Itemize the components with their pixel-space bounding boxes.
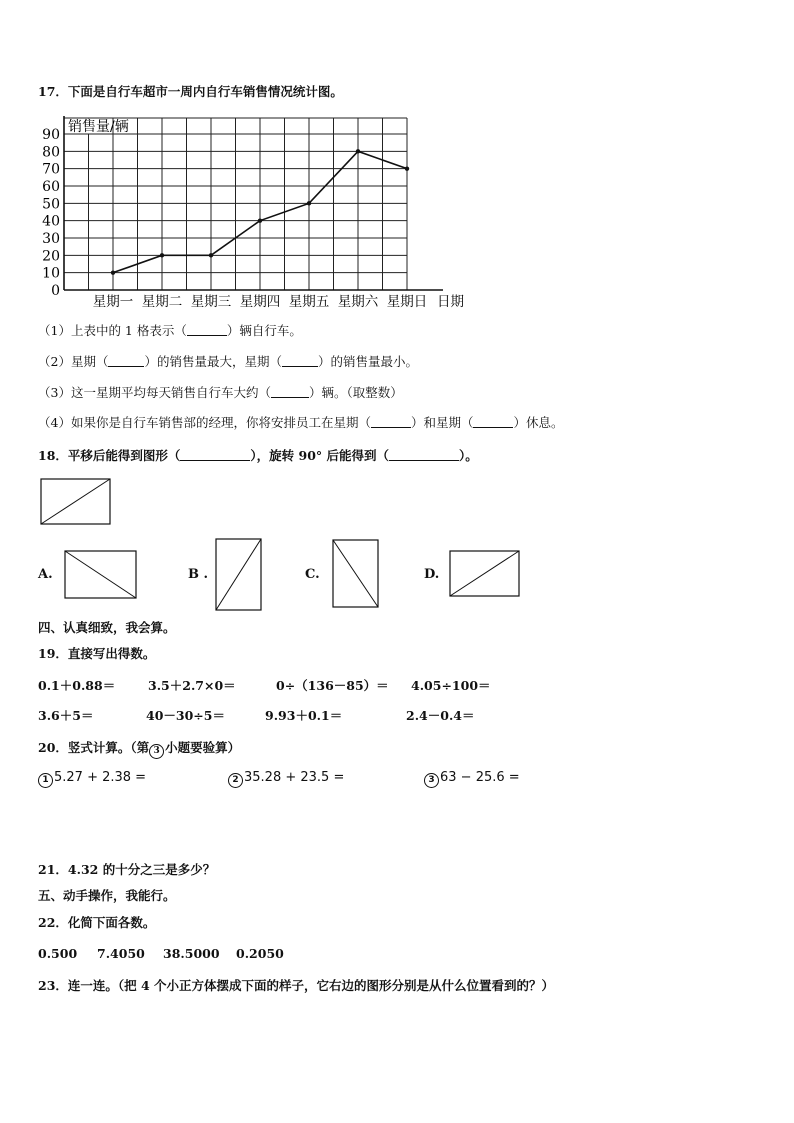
q17-sub1: （1）上表中的 1 格表示（ ）辆自行车。 (38, 323, 302, 338)
option-c-label: C. (305, 567, 320, 582)
x-tick-label: 星期一 (92, 294, 134, 310)
x-axis-label: 日期 (437, 294, 464, 310)
y-axis-label: 销售量/辆 (68, 119, 129, 135)
option-d-label: D. (424, 567, 440, 582)
answer-blank[interactable] (271, 387, 309, 398)
vertical-calc-1: 1 5.27 + 2.38 = (38, 770, 146, 788)
answer-blank[interactable] (180, 450, 250, 461)
answer-blank[interactable] (282, 356, 318, 367)
data-point (405, 166, 409, 170)
q18-title: 18．平移后能得到图形（ ），旋转 90° 后能得到（ ）。 (38, 448, 478, 463)
y-tick-label: 40 (42, 213, 60, 230)
data-point (307, 201, 311, 205)
section-4-heading: 四、认真细致，我会算。 (38, 620, 176, 635)
y-tick-label: 30 (42, 231, 60, 247)
answer-blank[interactable] (108, 356, 144, 367)
y-tick-label: 70 (42, 161, 60, 178)
x-tick-label: 星期四 (239, 294, 281, 310)
q19-title: 19．直接写出得数。 (38, 646, 156, 661)
sales-line-chart (0, 105, 794, 335)
option-c-figure[interactable] (332, 539, 380, 609)
answer-blank[interactable] (371, 417, 411, 428)
q18-original-figure (40, 478, 112, 526)
x-tick-label: 星期五 (288, 294, 330, 310)
data-point (356, 149, 360, 153)
calc-item: 3.5＋2.7×0＝ (148, 678, 236, 693)
option-a-figure[interactable] (64, 550, 138, 600)
x-tick-label: 星期六 (337, 294, 379, 310)
x-tick-label: 星期三 (190, 294, 232, 310)
y-tick-label: 60 (42, 179, 60, 195)
vertical-calc-3: 3 63 − 25.6 = (424, 770, 520, 788)
calc-item: 0.1＋0.88＝ (38, 678, 116, 693)
q17-title: 17．下面是自行车超市一周内自行车销售情况统计图。 (38, 84, 343, 99)
y-tick-label: 20 (42, 248, 60, 265)
calc-item: 3.6＋5＝ (38, 708, 94, 723)
x-tick-label: 星期日 (386, 294, 428, 310)
q17-sub4: （4）如果你是自行车销售部的经理，你将安排员工在星期（ ）和星期（ ）休息。 (38, 415, 564, 430)
number-item: 0.2050 (236, 946, 284, 961)
q23-text: 23．连一连。（把 4 个小正方体摆成下面的样子，它右边的图形分别是从什么位置看到的？） (38, 978, 555, 993)
q21-text: 21．4.32 的十分之三是多少？ (38, 862, 216, 877)
data-point (111, 270, 115, 274)
q20-title: 20．竖式计算。（第 3 小题要验算） (38, 740, 240, 759)
circled-number: 3 (149, 744, 164, 759)
y-tick-label: 0 (51, 283, 60, 299)
q22-title: 22．化简下面各数。 (38, 915, 156, 930)
option-b-figure[interactable] (215, 538, 263, 612)
data-point (209, 253, 213, 257)
vertical-calc-2: 2 35.28 + 23.5 = (228, 770, 344, 788)
y-tick-label: 80 (42, 144, 60, 161)
y-tick-label: 90 (42, 127, 60, 143)
number-item: 0.500 (38, 946, 78, 961)
answer-blank[interactable] (187, 325, 227, 336)
number-item: 38.5000 (163, 946, 220, 961)
calc-item: 2.4－0.4＝ (406, 708, 475, 723)
answer-blank[interactable] (389, 450, 459, 461)
y-tick-label: 10 (42, 265, 60, 282)
number-item: 7.4050 (97, 946, 145, 961)
option-a-label: A. (38, 567, 53, 582)
option-d-figure[interactable] (449, 550, 521, 598)
option-b-label: B . (188, 567, 209, 582)
y-tick-label: 50 (42, 196, 60, 213)
x-tick-label: 星期二 (141, 294, 183, 310)
q17-sub3: （3）这一星期平均每天销售自行车大约（ ）辆。（取整数） (38, 385, 403, 400)
data-point (258, 218, 262, 222)
calc-item: 4.05÷100＝ (411, 678, 491, 693)
calc-item: 40－30÷5＝ (146, 708, 225, 723)
answer-blank[interactable] (473, 417, 513, 428)
data-point (160, 253, 164, 257)
calc-item: 9.93＋0.1＝ (265, 708, 343, 723)
q17-sub2: （2）星期（ ）的销售量最大，星期（ ）的销售量最小。 (38, 354, 418, 369)
section-5-heading: 五、动手操作，我能行。 (38, 888, 176, 903)
calc-item: 0÷（136－85）＝ (276, 678, 389, 693)
